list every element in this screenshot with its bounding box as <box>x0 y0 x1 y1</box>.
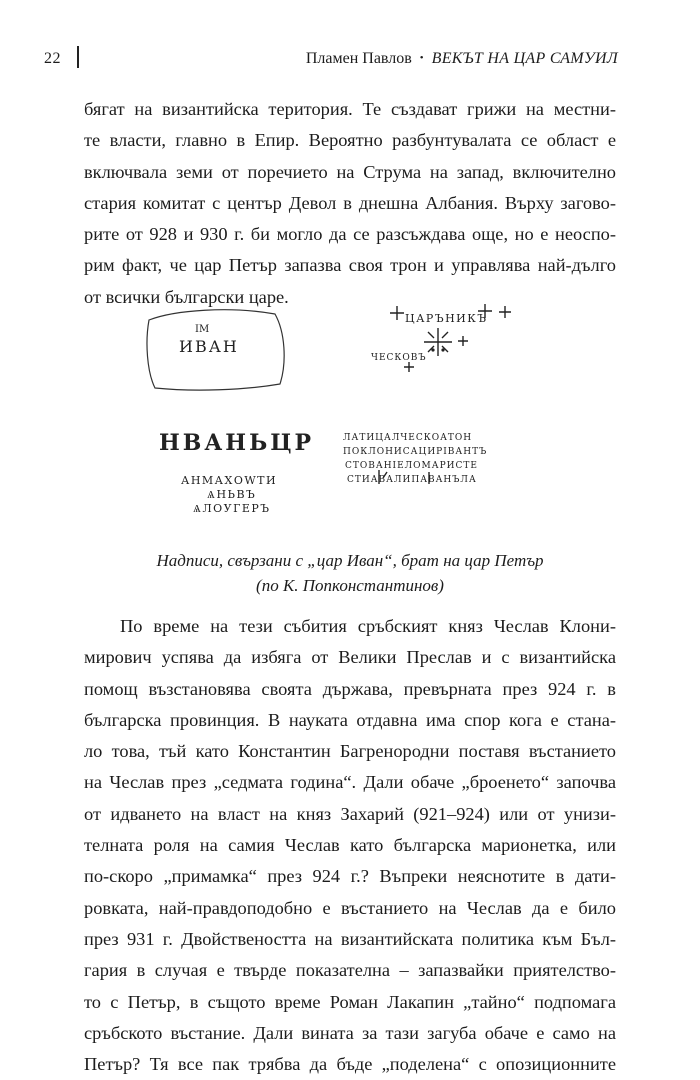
text-line: на Чеслав през „седмата година“. Дали обаче „броенето“ започва <box>84 772 616 793</box>
cross-icon <box>404 362 414 372</box>
cross-icon <box>390 306 404 320</box>
text-line: от всички български царе. <box>84 286 289 307</box>
text-line: през 931 г. Двойствеността на византийската политика към Бъл- <box>84 928 616 949</box>
inscription-e-line4: СТИАВАЛИПАВАНЪЛА <box>347 475 477 485</box>
author-name: Пламен Павлов <box>305 50 412 67</box>
text-line: сръбското въстание. Дали вината за тази загуба обаче е само на <box>84 1022 616 1043</box>
inscription-a-mark: ІΜ <box>195 324 210 335</box>
text-line: по-скоро „примамка“ през 924 г.? Въпреки неяснотите в дати- <box>84 866 616 887</box>
text-line: включвала земи от поречието на Струма на запад, включително <box>84 161 616 182</box>
caption-line2: (по К. Попконстантинов) <box>256 576 444 595</box>
inscription-d-left: ЧЕСКОВЪ <box>371 353 427 363</box>
text-line: помощ възстановява своята държава, превърната през 924 г. в <box>84 678 616 699</box>
inscription-c-line1: АНМАХОWТИ <box>181 474 278 487</box>
text-line: бягат на византийска територия. Те създават грижи на местни- <box>84 99 616 119</box>
inscription-e-line1: ЛАТИЦАЛЧЕСКОАТОН <box>343 433 473 443</box>
inscriptions-figure <box>135 292 575 532</box>
text-line: те власти, главно в Епир. Вероятно разбунтувалата се област е <box>84 130 616 151</box>
paragraph-1 <box>84 94 616 313</box>
text-line: телната роля на самия Чеслав като българска марионетка, или <box>84 835 616 856</box>
header-separator: • <box>419 52 424 64</box>
caption-line1: Надписи, свързани с „цар Иван“, брат на цар Петър <box>156 551 544 570</box>
figure-caption <box>84 548 616 598</box>
page-number: 22 <box>44 50 61 67</box>
text-line: Петър? Тя все пак трябва да бъде „поделена“ с опозиционните <box>84 1054 616 1075</box>
text-line: ло това, тъй като Константин Багренородни поставя въстанието <box>84 741 616 762</box>
text-line: рите от 928 и 930 г. би могло да се разсъждава още, но е неоспо- <box>84 224 616 245</box>
cross-icon <box>499 306 511 318</box>
inscription-a: ИВАН <box>179 337 239 356</box>
text-line: българска провинция. В науката отдавна има спор кога е стана- <box>84 709 616 730</box>
inscription-c-line2: ѦНЬВЪ <box>207 488 257 501</box>
text-line: то с Петър, в същото време Роман Лакапин „тайно“ подпомага <box>84 991 616 1012</box>
running-head <box>306 50 618 68</box>
cross-symbols <box>379 304 511 484</box>
text-line: ровката, най-правдоподобно е въстанието на Чеслав да е било <box>84 897 616 918</box>
inscriptions-drawing <box>135 292 575 532</box>
inscription-b: НВАНЬЦР <box>159 430 315 456</box>
inscription-e-line2: ПОКЛОНИСАЦИРІВАНТЪ <box>343 447 488 457</box>
inscription-d-top: ЦАРЪНИКЪ <box>405 312 488 325</box>
cross-icon <box>458 336 468 346</box>
text-line: стария комитат с център Девол в днешна Албания. Върху загово- <box>84 192 616 213</box>
paragraph-2 <box>84 611 616 1080</box>
text-line: от идването на власт на княз Захарий (921–924) или от унизи- <box>84 803 616 824</box>
inscription-c-line3: ѦЛОУГЕРЪ <box>193 502 271 515</box>
text-line: По време на тези събития сръбският княз Чеслав Клони- <box>120 616 616 636</box>
page-number-rule <box>77 46 79 68</box>
text-line: мирович успява да избяга от Велики Преслав и с византийска <box>84 647 616 668</box>
text-line: гария в случая е твърде показателна – запазвайки приятелство- <box>84 960 616 981</box>
text-line: рим факт, че цар Петър запазва своя трон и управлява най-дълго <box>84 255 616 276</box>
cross-icon <box>424 328 452 356</box>
book-title: ВЕКЪТ НА ЦАР САМУИЛ <box>431 50 618 67</box>
running-header <box>0 44 700 74</box>
inscription-e-line3: СТОВАНІЕЛОМАРИСТЕ <box>345 461 478 471</box>
